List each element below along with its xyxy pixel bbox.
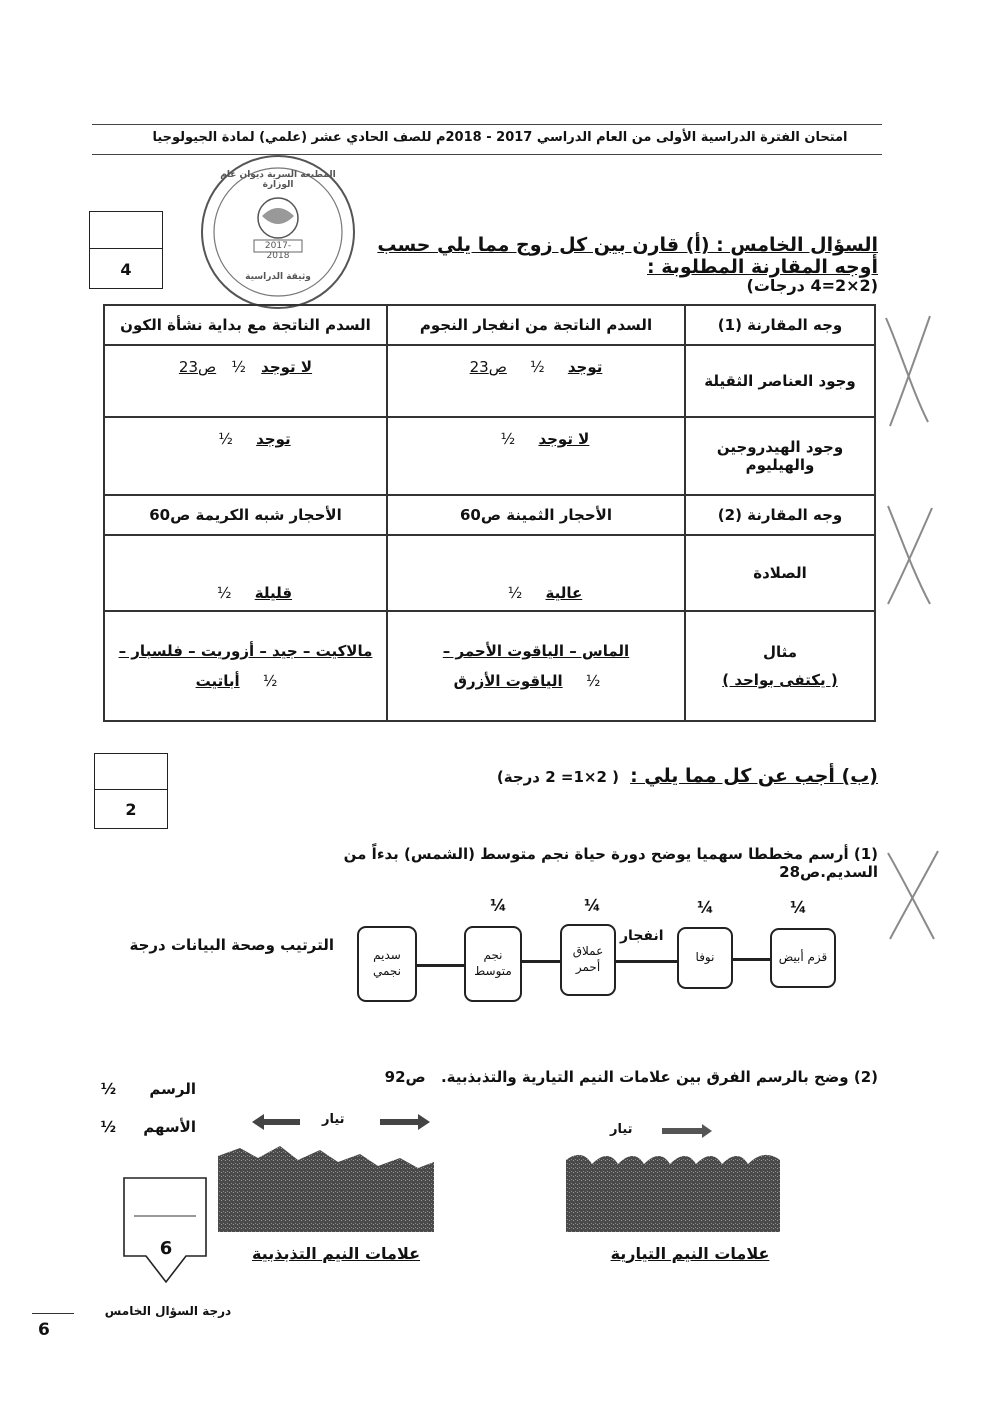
answer-cell: عالية bbox=[545, 584, 583, 602]
part-b-q2-page-ref: ص92 bbox=[384, 1068, 426, 1086]
flow-connector bbox=[730, 958, 770, 961]
aspect-example: مثال bbox=[762, 643, 798, 661]
current-label-left: تيار bbox=[322, 1112, 345, 1127]
oscillation-ripple-marks-drawing bbox=[218, 1138, 434, 1232]
table-row bbox=[104, 611, 875, 721]
part-b-marks-note: ( 2×1= 2 درجة) bbox=[496, 768, 619, 786]
answer-cell: قليلة bbox=[254, 584, 293, 602]
official-stamp bbox=[198, 152, 358, 312]
current-ripple-marks-label: علامات النيم التيارية bbox=[610, 1244, 770, 1263]
grading-value: ½ bbox=[100, 1080, 117, 1098]
table-cell bbox=[387, 417, 685, 495]
score-box-part-a bbox=[89, 211, 163, 289]
stamp-year: 2017-2018 bbox=[264, 241, 292, 261]
table-cell bbox=[387, 345, 685, 417]
header-precious-stones: الأحجار الثمينة ص60 bbox=[387, 495, 685, 535]
half-mark: ½ bbox=[231, 358, 246, 376]
quarter-mark: ¼ bbox=[697, 898, 714, 917]
page-ref: ص23 bbox=[178, 358, 217, 376]
table-cell bbox=[104, 535, 387, 611]
score-box-part-a-value: 4 bbox=[120, 260, 132, 279]
table-row bbox=[104, 305, 875, 345]
compare-aspect-1-header: وجه المقارنة (1) bbox=[685, 305, 875, 345]
table-row bbox=[104, 535, 875, 611]
flow-connector bbox=[613, 960, 677, 963]
table-cell bbox=[104, 611, 387, 721]
part-b-q2-text: (2) وضح بالرسم الفرق بين علامات النيم التيارية والتذبذبية. bbox=[440, 1068, 878, 1086]
part-b-heading-row bbox=[470, 765, 878, 787]
stage-white-dwarf: قزم أبيض bbox=[770, 928, 836, 988]
answer-cell: لا توجد bbox=[261, 358, 313, 376]
half-mark: ½ bbox=[262, 672, 278, 690]
answer-cell: توجد bbox=[567, 358, 603, 376]
question5-heading: السؤال الخامس : (أ) قارن بين كل زوج مما يلي حسب أوجه المقارنة المطلوبة : bbox=[377, 234, 878, 278]
total-score-label: درجة السؤال الخامس bbox=[104, 1304, 232, 1318]
q2-grading-drawing bbox=[96, 1080, 196, 1098]
part-b-q2-row bbox=[360, 1068, 878, 1086]
exam-header-title: امتحان الفترة الدراسية الأولى من العام الدراسي 2017 - 2018م للصف الحادي عشر (علمي) لمادة الجيولوجيا bbox=[152, 130, 848, 145]
stamp-text-top: المطبعة السرية ديوان عام الوزارة bbox=[220, 170, 336, 190]
part-b-heading: (ب) أجب عن كل مما يلي : bbox=[630, 765, 878, 787]
half-mark: ½ bbox=[218, 430, 233, 448]
quarter-mark: ¼ bbox=[584, 896, 601, 915]
current-arrow-icon bbox=[662, 1124, 712, 1138]
header-stellar-explosion-nebulae: السدم الناتجة من انفجار النجوم bbox=[387, 305, 685, 345]
comparison-table bbox=[103, 304, 876, 722]
quarter-mark: ¼ bbox=[790, 898, 807, 917]
table-row bbox=[104, 495, 875, 535]
total-score-value: 6 bbox=[159, 1238, 173, 1259]
table-cell bbox=[387, 535, 685, 611]
score-box-part-b bbox=[94, 753, 168, 829]
half-mark: ½ bbox=[530, 358, 545, 376]
quarter-mark: ¼ bbox=[490, 896, 507, 915]
page-number: 6 bbox=[38, 1320, 50, 1340]
score-box-part-b-value: 2 bbox=[125, 800, 137, 819]
half-mark: ½ bbox=[507, 584, 523, 602]
stage-medium-star: نجم متوسط bbox=[464, 926, 522, 1002]
grading-label: الأسهم bbox=[143, 1118, 196, 1136]
flow-connector bbox=[518, 960, 560, 963]
grader-x-mark-icon bbox=[880, 500, 940, 610]
table-cell bbox=[387, 611, 685, 721]
answer-cell: الياقوت الأزرق bbox=[453, 672, 563, 690]
table-row bbox=[104, 417, 875, 495]
table-cell bbox=[685, 611, 875, 721]
grading-value: ½ bbox=[100, 1118, 117, 1136]
grading-label: الرسم bbox=[149, 1080, 196, 1098]
page-ref: ص23 bbox=[469, 358, 507, 376]
header-early-universe-nebulae: السدم الناتجة مع بداية نشأة الكون bbox=[104, 305, 387, 345]
question5-marks-note: (2×2=4 درجات) bbox=[746, 276, 878, 295]
table-cell bbox=[104, 417, 387, 495]
explosion-label: انفجار bbox=[620, 928, 664, 944]
header-semi-precious-stones: الأحجار شبه الكريمة ص60 bbox=[104, 495, 387, 535]
current-label-right: تيار bbox=[610, 1122, 633, 1137]
page-number-rule bbox=[32, 1313, 74, 1314]
compare-aspect-2-header: وجه المقارنة (2) bbox=[685, 495, 875, 535]
half-mark: ½ bbox=[216, 584, 232, 602]
aspect-hardness: الصلادة bbox=[685, 535, 875, 611]
table-cell bbox=[394, 672, 678, 690]
answer-cell: توجد bbox=[256, 430, 291, 448]
table-cell bbox=[104, 345, 387, 417]
answer-cell: الماس – الياقوت الأحمر – bbox=[442, 642, 630, 660]
aspect-hydrogen-helium: وجود الهيدروجين والهيليوم bbox=[685, 417, 875, 495]
q2-grading-arrows bbox=[96, 1118, 196, 1136]
header-top-rule bbox=[92, 124, 882, 125]
part-b-q1-text: (1) أرسم مخططا سهميا يوضح دورة حياة نجم متوسط (الشمس) بدءاً من السديم.ص28 bbox=[343, 845, 878, 881]
oscillation-arrow-icon bbox=[252, 1114, 430, 1130]
stamp-text-bottom: وثيقة الدراسية bbox=[245, 272, 311, 282]
answer-cell: أباتيت bbox=[195, 672, 240, 690]
stage-stellar-nebula: سديم نجمي bbox=[357, 926, 417, 1002]
half-mark: ½ bbox=[500, 430, 516, 448]
stage-nova: نوفا bbox=[677, 927, 733, 989]
answer-cell: مالاكيت – جيد – أزوريت – فلسبار – bbox=[118, 642, 373, 660]
stage-red-giant: عملاق أحمر bbox=[560, 924, 616, 996]
grader-x-mark-icon bbox=[880, 310, 940, 430]
current-ripple-marks-drawing bbox=[566, 1150, 780, 1232]
grader-x-mark-icon bbox=[880, 845, 944, 945]
table-cell bbox=[111, 672, 380, 690]
table-row bbox=[104, 345, 875, 417]
aspect-heavy-elements: وجود العناصر الثقيلة bbox=[685, 345, 875, 417]
total-score-arrow-box bbox=[120, 1176, 212, 1288]
oscillation-ripple-marks-label: علامات النيم التذبذبية bbox=[251, 1244, 421, 1263]
example-note: ( يكتفى بواحد ) bbox=[722, 671, 838, 689]
q1-grading-note: الترتيب وصحة البيانات درجة bbox=[129, 936, 334, 954]
half-mark: ½ bbox=[585, 672, 601, 690]
answer-cell: لا توجد bbox=[538, 430, 590, 448]
flow-connector bbox=[412, 964, 468, 967]
